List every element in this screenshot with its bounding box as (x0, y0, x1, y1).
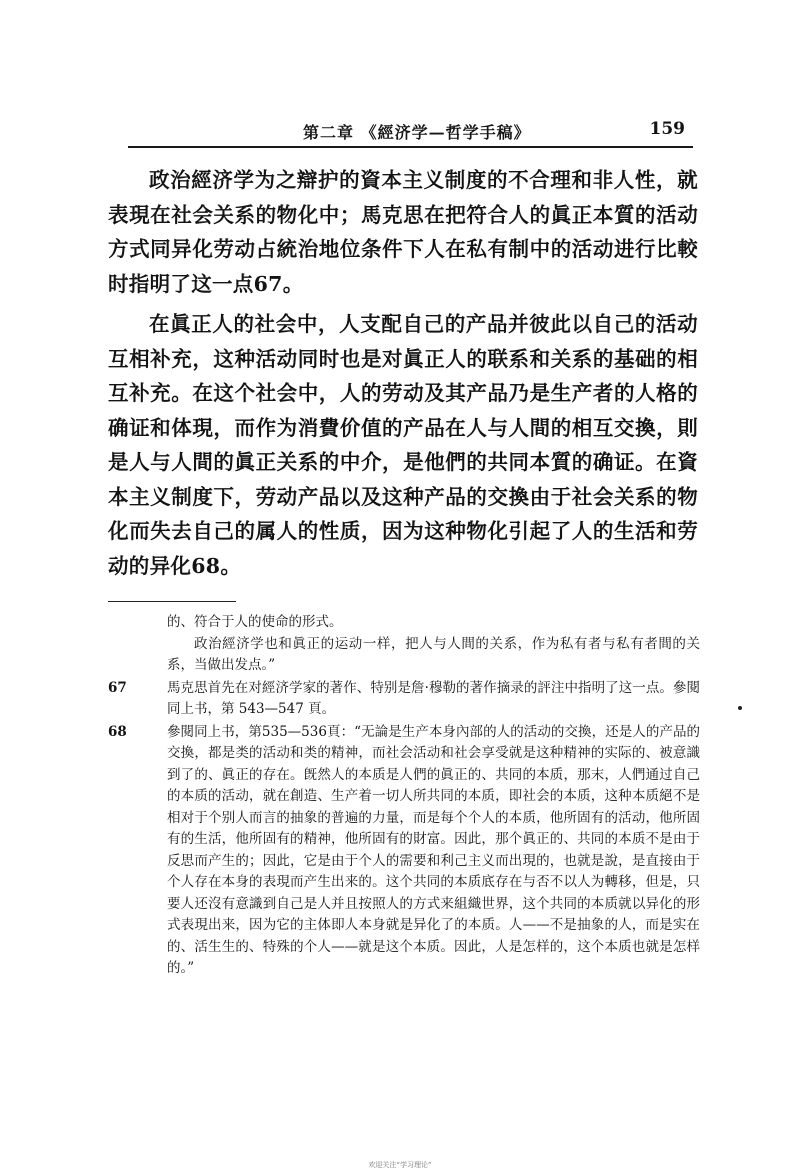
footnote-68 (108, 722, 700, 980)
footnote-number: 67 (108, 679, 127, 696)
footnote-continuation: 的、符合于人的使命的形式。 (167, 614, 343, 630)
footnote-divider (108, 601, 236, 602)
paragraph-2: 在眞正人的社会中，人支配自己的产品并彼此以自己的活动互相补充，这种活动同时也是对眞正人的联系和关系的基础的相互补充。在这个社会中，人的劳动及其产品乃是生产者的人格的确证和体現，而作为消費价值的产品在人与人間的相互交換，則是人与人間的眞正关系的中介，是他們的共同本質的确证。在資本主义制度下，劳动产品以及这种产品的交換由于社会关系的物化而失去自己的属人的性质，因为这种物化引起了人的生活和劳动的异化68。 (108, 312, 698, 578)
footnotes (108, 612, 700, 980)
chapter-title: 第二章 《經济学—哲学手稿》 (303, 123, 531, 142)
body-text (108, 163, 698, 589)
footnote-number: 68 (108, 723, 127, 740)
scan-speck (738, 706, 742, 710)
footnote-67 (108, 678, 700, 721)
footnote-quote: 政治經济学也和眞正的运动一样，把人与人間的关系，作为私有者与私有者間的关系，当做出发点。” (167, 635, 700, 673)
footnote-text: 參閱同上书，第535—536頁：“无論是生产本身內部的人的活动的交換，还是人的产品的交換，都是类的活动和类的精神，而社会活动和社会享受就是这种精神的实际的、被意識到了的、眞正的存在。旣然人的本质是人們的眞正的、共同的本质，那末，人們通过自己的本质的活动，就在創造、生产着一切人所共同的本质，即社会的本质，这种本质絕不是相对于个别人而言的抽象的普遍的力量，而是每个个人的本质，他所固有的活动，他所固有的生活，他所固有的精神，他所固有的財富。因此，那个眞正的、共同的本质不是由于反思而产生的；因此，它是由于个人的需要和利己主义而出現的，也就是說，是直接由于个人存在本身的表現而产生出来的。这个共同的本质底存在与否不以人为轉移，但是，只要人还沒有意識到自己是人并且按照人的方式来組織世界，这个共同的本质就以异化的形式表現出来，因为它的主体即人本身就是异化了的本质。人——不是抽象的人，而是实在的、活生生的、特殊的个人——就是这个本质。因此，人是怎样的，这个本质也就是怎样的。” (167, 723, 700, 976)
paragraph-1: 政治經济学为之辯护的資本主义制度的不合理和非人性，就表現在社会关系的物化中；馬克思在把符合人的眞正本質的活动方式同异化劳动占統治地位条件下人在私有制中的活动进行比較时指明了这一点67。 (108, 168, 698, 296)
page-number: 159 (649, 119, 685, 139)
footer-watermark: 欢迎关注“学习理论” (368, 1161, 432, 1169)
running-header (128, 116, 693, 148)
footnote-text: 馬克思首先在对經济学家的著作、特别是詹·穆勒的著作摘录的評注中指明了这一点。參閱同上书，第 543—547 頁。 (167, 679, 700, 717)
